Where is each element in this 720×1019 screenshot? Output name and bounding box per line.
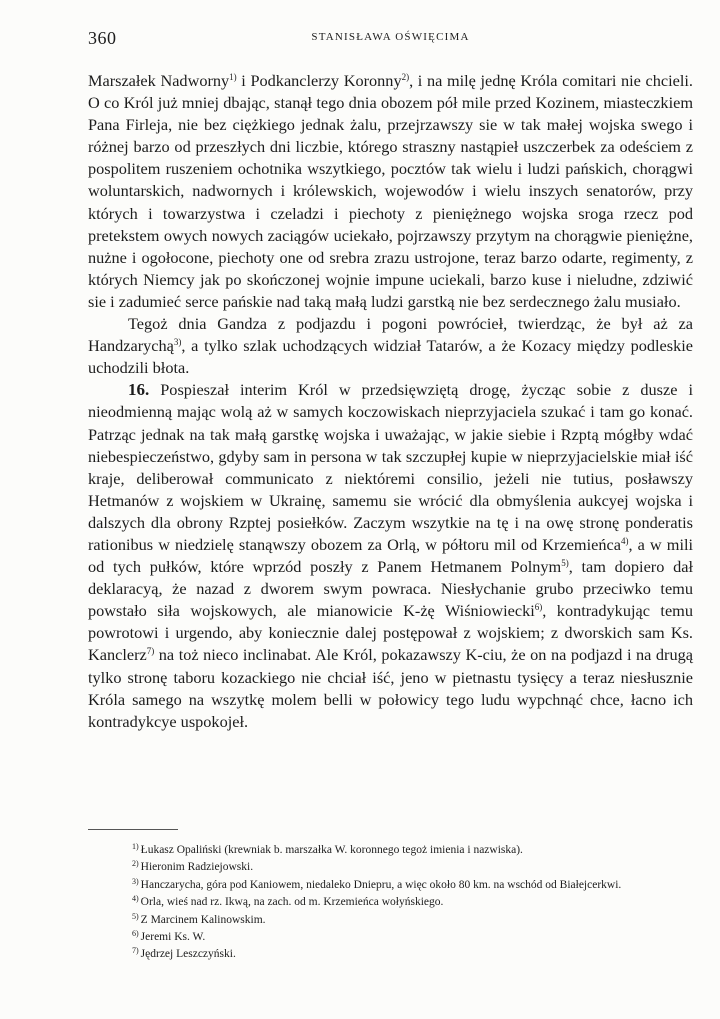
footnote-text: Orla, wieś nad rz. Ikwą, na zach. od m. Krzemieńca wołyńskiego. xyxy=(140,896,444,909)
text-run: , a tylko szlak uchodzących widział Tatarów, a że Kozacy między podleskie uchodzili błota. xyxy=(88,336,693,378)
footnote-text: Jeremi Ks. W. xyxy=(140,931,206,944)
text-run: , a w mili od tych pułków, które wprzód poszły z Panem Hetmanem Polnym xyxy=(88,534,694,577)
footnote-text: Jędrzej Leszczyński. xyxy=(140,948,236,961)
footnote-reference: 6) xyxy=(534,602,543,613)
text-run: , i na milę jednę Króla comitari nie chcieli. O co Król już mniej dbając, stanął tego dnia obozem pół mile przed Kozinem, miasteczkiem Pana Firleja, nie bez ciężkiego jednak żalu, przejrzawszy sie w tak małej wojska swego i różnej barzo od przeszłych dni liczbie, którego straszny nastąpieł uszczerbek za odeściem z pospolitem ruszeniem ochotnika wszytkiego, pocztów tak wielu i ludzi pańskich, chorągwi woluntarskich, nadwornych i królewskich, wojewodów i wielu inszych senatorów, przy których i towarzystwa i czeladzi i piechoty z pieniężnego wojska sroga rzecz pod pretekstem owych nowych zaciągów uciekało, pojrzawszy przytym na chorągwie pieniężne, nużne i ogołocone, piechoty one od srebra zrazu ustrojone, teraz barzo odarte, regimenty, z których Niemcy jak po skończonej wojnie impune uciekali, barzo kuse i nieludne, zdziwić sie i zadumieć serce pańskie nad taką małą ludzi garstką nie bez serdecznego żalu musiało. xyxy=(88,71,693,311)
paragraph xyxy=(88,379,693,733)
footnote-text: Hanczarycha, góra pod Kaniowem, niedaleko Dniepru, a więc około 80 km. na wschód od Białejcerkwi. xyxy=(140,878,622,891)
text-run: i Podkanclerzy Koronny xyxy=(236,71,402,90)
footnote-text: Łukasz Opaliński (krewniak b. marszałka W. koronnego tegoż imienia i nazwiska). xyxy=(140,844,523,856)
paragraph xyxy=(88,313,693,379)
page-header xyxy=(88,28,693,50)
footnote-marker: 7) xyxy=(132,946,139,956)
page-number: 360 xyxy=(88,28,117,48)
footnote-text: Hieronim Radziejowski. xyxy=(140,861,254,874)
footnote-marker: 2) xyxy=(132,859,139,869)
footnote-reference: 5) xyxy=(561,558,569,569)
footnote-divider xyxy=(88,829,178,830)
paragraph xyxy=(88,70,693,313)
section-number: 16. xyxy=(128,380,150,400)
footnote-marker: 6) xyxy=(132,929,139,939)
footnote-reference: 3) xyxy=(173,337,182,348)
footnote-item xyxy=(88,877,693,894)
footnote-marker: 5) xyxy=(132,911,139,921)
running-head: STANISŁAWA OŚWIĘCIMA xyxy=(311,31,470,43)
footnote-reference: 2) xyxy=(401,72,410,82)
text-run: Pospieszał interim Król w przedsięwziętą drogę, życząc sobie z dusze i nieodmienną mając wolą aż w samych koczowiskach nieprzyjaciela szukać i tam go konać. Patrząc jednak na tak małą garstkę wojska i uważając, w jakie siebie i Rzptą mógłby wdać niebespieczeństwo, gdyby sam in persona w tak szczupłej kupie w nieprzyjacielskie miał iść kraje, deliberował communicato z niektóremi consilio, jeżeli nie tutius, posławszy Hetmanów z wojskiem w Ukrainę, samemu sie wrócić dla obmyślenia aukcyej wojska i dalszych dla obrony Rzptej posiełków. Zaczym wszytkie na tę i na owę stronę ponderatis rationibus w niedzielę stanąwszy obozem za Orlą, w półtoru mil od Krzemieńca xyxy=(88,380,693,554)
footnote-reference: 7) xyxy=(146,646,155,657)
footnote-text: Z Marcinem Kalinowskim. xyxy=(140,913,266,926)
main-text xyxy=(88,70,693,733)
text-run: Tegoż dnia Gandza z podjazdu i pogoni powrócieł, twierdząc, że był aż za Handzarychą xyxy=(88,314,693,356)
footnote-item xyxy=(88,929,693,946)
footnote-marker: 3) xyxy=(132,876,139,886)
text-run: , kontradykując temu powrotowi i urgendo, aby koniecznie dalej postępował z wojskiem; z dworskich sam Ks. Kanclerz xyxy=(88,601,693,665)
footnote-item xyxy=(88,946,693,963)
footnote-marker: 1) xyxy=(132,842,139,851)
footnote-marker: 4) xyxy=(132,894,139,904)
footnote-item xyxy=(88,894,693,911)
footnote-item xyxy=(88,859,693,876)
footnote-item xyxy=(88,842,693,859)
text-run: Marszałek Nadworny xyxy=(88,71,230,90)
footnote-reference: 4) xyxy=(620,535,629,546)
footnote-reference: 1) xyxy=(229,72,237,82)
text-run: na toż nieco inclinabat. Ale Król, pokazawszy K-ciu, że on na podjazd i na drugą tylko stronę taboru kozackiego nie chciał iść, jeno w pietnastu tysięcy a teraz niesłusznie Króla samego na wszytkę molem belli w połowicy tego ludu wypchnąć chce, łacno ich kontradykcye uspokojeł. xyxy=(88,645,693,731)
text-run: , tam dopiero dał deklaracyą, że nazad z dworem swym powraca. Niesłychanie grubo przeciwko temu powstało siła wojskowych, ale mianowicie K-żę Wiśniowiecki xyxy=(88,557,693,621)
footnote-item xyxy=(88,912,693,929)
footnotes xyxy=(88,842,693,964)
